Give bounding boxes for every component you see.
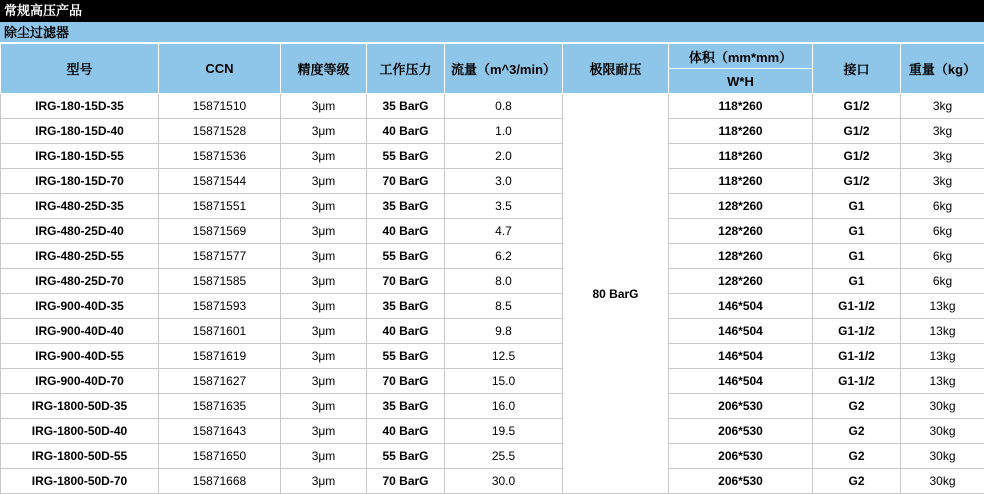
cell-flow: 30.0 xyxy=(445,469,563,494)
cell-grade: 3μm xyxy=(281,469,367,494)
cell-flow: 3.0 xyxy=(445,169,563,194)
table-row xyxy=(1,269,984,294)
cell-volume: 118*260 xyxy=(669,94,813,119)
column-header-grade: 精度等级 xyxy=(281,44,367,94)
cell-pressure: 55 BarG xyxy=(367,144,445,169)
cell-weight: 30kg xyxy=(901,469,984,494)
cell-volume: 118*260 xyxy=(669,119,813,144)
cell-flow: 12.5 xyxy=(445,344,563,369)
cell-volume: 146*504 xyxy=(669,294,813,319)
cell-pressure: 55 BarG xyxy=(367,344,445,369)
cell-grade: 3μm xyxy=(281,344,367,369)
cell-port: G2 xyxy=(813,469,901,494)
cell-flow: 4.7 xyxy=(445,219,563,244)
spec-table-head xyxy=(1,44,984,94)
cell-weight: 6kg xyxy=(901,269,984,294)
cell-volume: 118*260 xyxy=(669,144,813,169)
cell-volume: 146*504 xyxy=(669,369,813,394)
cell-port: G1-1/2 xyxy=(813,319,901,344)
cell-flow: 15.0 xyxy=(445,369,563,394)
cell-weight: 6kg xyxy=(901,219,984,244)
cell-grade: 3μm xyxy=(281,94,367,119)
cell-port: G2 xyxy=(813,394,901,419)
cell-volume: 206*530 xyxy=(669,469,813,494)
column-header-pressure: 工作压力 xyxy=(367,44,445,94)
cell-ccn: 15871569 xyxy=(159,219,281,244)
spec-table xyxy=(0,43,984,494)
column-header-model: 型号 xyxy=(1,44,159,94)
cell-weight: 30kg xyxy=(901,394,984,419)
page-title-bar: 常规高压产品 xyxy=(0,0,984,22)
cell-weight: 13kg xyxy=(901,369,984,394)
column-header-port: 接口 xyxy=(813,44,901,94)
cell-pressure: 35 BarG xyxy=(367,94,445,119)
cell-weight: 30kg xyxy=(901,444,984,469)
cell-grade: 3μm xyxy=(281,369,367,394)
cell-weight: 6kg xyxy=(901,194,984,219)
cell-volume: 146*504 xyxy=(669,344,813,369)
cell-flow: 9.8 xyxy=(445,319,563,344)
cell-port: G1/2 xyxy=(813,94,901,119)
cell-volume: 128*260 xyxy=(669,219,813,244)
cell-weight: 13kg xyxy=(901,294,984,319)
spec-table-body xyxy=(1,94,984,494)
cell-port: G1-1/2 xyxy=(813,344,901,369)
cell-weight: 30kg xyxy=(901,419,984,444)
cell-grade: 3μm xyxy=(281,394,367,419)
cell-ccn: 15871536 xyxy=(159,144,281,169)
cell-grade: 3μm xyxy=(281,269,367,294)
cell-ccn: 15871510 xyxy=(159,94,281,119)
table-row xyxy=(1,444,984,469)
cell-pressure: 40 BarG xyxy=(367,319,445,344)
cell-ccn: 15871635 xyxy=(159,394,281,419)
cell-limit-pressure: 80 BarG xyxy=(563,94,669,494)
cell-model: IRG-900-40D-70 xyxy=(1,369,159,394)
cell-port: G1/2 xyxy=(813,169,901,194)
cell-port: G1 xyxy=(813,194,901,219)
cell-volume: 118*260 xyxy=(669,169,813,194)
cell-port: G1 xyxy=(813,219,901,244)
table-row xyxy=(1,394,984,419)
cell-model: IRG-900-40D-55 xyxy=(1,344,159,369)
cell-grade: 3μm xyxy=(281,194,367,219)
cell-ccn: 15871619 xyxy=(159,344,281,369)
cell-pressure: 70 BarG xyxy=(367,169,445,194)
table-row xyxy=(1,419,984,444)
cell-grade: 3μm xyxy=(281,219,367,244)
cell-weight: 6kg xyxy=(901,244,984,269)
table-row xyxy=(1,244,984,269)
cell-flow: 0.8 xyxy=(445,94,563,119)
cell-flow: 3.5 xyxy=(445,194,563,219)
cell-grade: 3μm xyxy=(281,169,367,194)
cell-port: G2 xyxy=(813,419,901,444)
cell-ccn: 15871585 xyxy=(159,269,281,294)
cell-flow: 8.0 xyxy=(445,269,563,294)
cell-model: IRG-900-40D-35 xyxy=(1,294,159,319)
cell-ccn: 15871528 xyxy=(159,119,281,144)
cell-model: IRG-480-25D-70 xyxy=(1,269,159,294)
cell-port: G1/2 xyxy=(813,119,901,144)
cell-model: IRG-480-25D-55 xyxy=(1,244,159,269)
cell-grade: 3μm xyxy=(281,294,367,319)
cell-grade: 3μm xyxy=(281,144,367,169)
cell-weight: 13kg xyxy=(901,319,984,344)
cell-volume: 206*530 xyxy=(669,394,813,419)
cell-weight: 3kg xyxy=(901,94,984,119)
cell-port: G1-1/2 xyxy=(813,369,901,394)
cell-volume: 128*260 xyxy=(669,269,813,294)
column-header-volume: 体积（mm*mm） xyxy=(669,44,813,69)
cell-grade: 3μm xyxy=(281,119,367,144)
cell-model: IRG-180-15D-40 xyxy=(1,119,159,144)
cell-grade: 3μm xyxy=(281,444,367,469)
cell-flow: 8.5 xyxy=(445,294,563,319)
cell-pressure: 70 BarG xyxy=(367,469,445,494)
cell-model: IRG-180-15D-55 xyxy=(1,144,159,169)
cell-model: IRG-180-15D-35 xyxy=(1,94,159,119)
column-header-weight: 重量（kg） xyxy=(901,44,984,94)
cell-ccn: 15871544 xyxy=(159,169,281,194)
cell-volume: 206*530 xyxy=(669,444,813,469)
cell-ccn: 15871593 xyxy=(159,294,281,319)
table-row xyxy=(1,194,984,219)
cell-weight: 3kg xyxy=(901,119,984,144)
cell-flow: 25.5 xyxy=(445,444,563,469)
cell-flow: 2.0 xyxy=(445,144,563,169)
column-header-limit: 极限耐压 xyxy=(563,44,669,94)
page-subtitle-bar: 除尘过滤器 xyxy=(0,22,984,43)
cell-pressure: 70 BarG xyxy=(367,269,445,294)
cell-model: IRG-480-25D-35 xyxy=(1,194,159,219)
cell-ccn: 15871601 xyxy=(159,319,281,344)
header-row-main xyxy=(1,44,984,69)
cell-pressure: 40 BarG xyxy=(367,419,445,444)
cell-model: IRG-900-40D-40 xyxy=(1,319,159,344)
cell-model: IRG-1800-50D-35 xyxy=(1,394,159,419)
cell-weight: 13kg xyxy=(901,344,984,369)
table-row xyxy=(1,369,984,394)
cell-ccn: 15871627 xyxy=(159,369,281,394)
cell-port: G1-1/2 xyxy=(813,294,901,319)
cell-volume: 206*530 xyxy=(669,419,813,444)
cell-volume: 128*260 xyxy=(669,244,813,269)
table-row xyxy=(1,144,984,169)
cell-pressure: 55 BarG xyxy=(367,444,445,469)
table-row xyxy=(1,294,984,319)
cell-volume: 146*504 xyxy=(669,319,813,344)
cell-grade: 3μm xyxy=(281,419,367,444)
cell-pressure: 40 BarG xyxy=(367,119,445,144)
cell-port: G2 xyxy=(813,444,901,469)
cell-weight: 3kg xyxy=(901,169,984,194)
cell-flow: 19.5 xyxy=(445,419,563,444)
cell-flow: 16.0 xyxy=(445,394,563,419)
cell-weight: 3kg xyxy=(901,144,984,169)
column-header-volume-sub: W*H xyxy=(669,69,813,94)
cell-pressure: 35 BarG xyxy=(367,394,445,419)
table-row xyxy=(1,119,984,144)
table-row xyxy=(1,219,984,244)
cell-volume: 128*260 xyxy=(669,194,813,219)
cell-pressure: 40 BarG xyxy=(367,219,445,244)
table-row xyxy=(1,344,984,369)
table-row xyxy=(1,469,984,494)
table-row xyxy=(1,94,984,119)
cell-grade: 3μm xyxy=(281,319,367,344)
column-header-ccn: CCN xyxy=(159,44,281,94)
table-row xyxy=(1,169,984,194)
cell-ccn: 15871551 xyxy=(159,194,281,219)
cell-port: G1 xyxy=(813,269,901,294)
column-header-flow: 流量（m^3/min） xyxy=(445,44,563,94)
cell-model: IRG-1800-50D-55 xyxy=(1,444,159,469)
cell-ccn: 15871650 xyxy=(159,444,281,469)
cell-flow: 1.0 xyxy=(445,119,563,144)
cell-pressure: 55 BarG xyxy=(367,244,445,269)
cell-model: IRG-480-25D-40 xyxy=(1,219,159,244)
cell-pressure: 35 BarG xyxy=(367,194,445,219)
cell-model: IRG-1800-50D-70 xyxy=(1,469,159,494)
cell-port: G1/2 xyxy=(813,144,901,169)
cell-ccn: 15871668 xyxy=(159,469,281,494)
cell-ccn: 15871643 xyxy=(159,419,281,444)
cell-grade: 3μm xyxy=(281,244,367,269)
cell-model: IRG-180-15D-70 xyxy=(1,169,159,194)
table-row xyxy=(1,319,984,344)
cell-pressure: 35 BarG xyxy=(367,294,445,319)
cell-pressure: 70 BarG xyxy=(367,369,445,394)
cell-model: IRG-1800-50D-40 xyxy=(1,419,159,444)
cell-port: G1 xyxy=(813,244,901,269)
cell-flow: 6.2 xyxy=(445,244,563,269)
cell-ccn: 15871577 xyxy=(159,244,281,269)
